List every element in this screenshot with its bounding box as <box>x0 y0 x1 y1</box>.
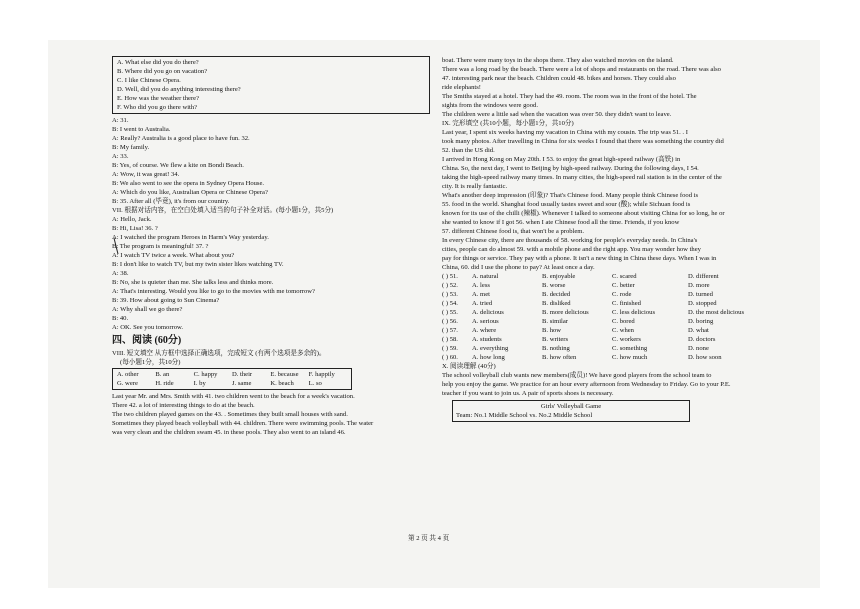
choice-c: C. scared <box>612 273 637 280</box>
dialogue-line: B: We also went to see the opera in Sydney Opera House. <box>112 180 265 187</box>
section-8-score: (每小题1分，共10分) <box>120 359 181 366</box>
choice-c: C. something <box>612 345 648 352</box>
choice-a: A. less <box>472 282 490 289</box>
choice-d: D. boring <box>688 318 714 325</box>
choice-b: B. nothing <box>542 345 570 352</box>
choice-c: C. how much <box>612 354 648 361</box>
word-option: H. ride <box>155 380 174 387</box>
passage-line: The children were a little sad when the vacation was over 50. they didn't want to leave. <box>442 111 672 118</box>
choice-c: C. better <box>612 282 635 289</box>
option-row <box>442 272 778 281</box>
dialogue-line: A: 31. <box>112 117 129 124</box>
passage-line: The two children played games on the 43. . Sometimes they built small houses with sand. <box>112 411 348 418</box>
option-row <box>442 281 778 290</box>
word-option: A. other <box>117 371 139 378</box>
choice-d: D. the most delicious <box>688 309 745 316</box>
word-option: D. their <box>231 371 253 378</box>
choice-d: D. more <box>688 282 710 289</box>
dialogue-line: A: Which do you like, Australian Opera or Chinese Opera? <box>112 189 268 196</box>
word-box-row <box>117 379 347 388</box>
dialogue-line: B: I don't like to watch TV, but my twin sister likes watching TV. <box>112 261 284 268</box>
passage-line: There 42. a lot of interesting things to do at the beach. <box>112 402 255 409</box>
choice-b: B. worse <box>542 282 566 289</box>
passage-line: sights from the windows were good. <box>442 102 538 109</box>
choice-d: D. how soon <box>688 354 722 361</box>
notice-title: Girls' Volleyball Game <box>540 403 602 410</box>
word-option: F. happily <box>308 371 335 378</box>
option-row <box>442 308 778 317</box>
dialogue-line: B: I went to Australia. <box>112 126 171 133</box>
choice-d: D. different <box>688 273 719 280</box>
option-row <box>442 335 778 344</box>
choice-c: C. when <box>612 327 634 334</box>
choice-a: A. students <box>472 336 502 343</box>
page-number: 第 2 页 共 4 页 <box>408 535 450 542</box>
cloze-line: China. So, the next day, I went to Beijing by high-speed railway. During the following days, I 54. <box>442 165 699 172</box>
dialogue-line: A: 33. <box>112 153 129 160</box>
choice-b: B. more delicious <box>542 309 589 316</box>
choice-b: B. how often <box>542 354 577 361</box>
reading-passage <box>442 371 778 398</box>
dialogue-line: B: Yes, of course. We flew a kite on Bondi Beach. <box>112 162 244 169</box>
section-7-title: VII. 根据对话内容，在空白处填入适当的句子补全对话。(每小题1分，共5分) <box>112 207 334 214</box>
passage-line: ride elephants! <box>442 84 481 91</box>
choice-b: B. enjoyable <box>542 273 576 280</box>
question-number: ( ) 58. <box>442 336 458 343</box>
cloze-line: known for its use of the chilli (辣椒). Whenever I talked to someone about visiting China for so long, he or <box>442 210 725 217</box>
dialogue-line: B: No, she is quieter than me. She talks less and thinks more. <box>112 279 274 286</box>
passage-line: was very clean and the children swam 45. in these pools. They also went to an island 46. <box>112 429 346 436</box>
question-number: ( ) 56. <box>442 318 458 325</box>
cloze-line: What's another deep impression (印象)? That's Chinese food. Many people think Chinese food is <box>442 192 699 199</box>
choice-a: A. how long <box>472 354 505 361</box>
option-d: D. Well, did you do anything interesting there? <box>117 86 241 93</box>
cloze-line: city. It is really fantastic. <box>442 183 508 190</box>
word-option: L. so <box>308 380 322 387</box>
dialogue-line: A: 38. <box>112 270 129 277</box>
dialogue-line: A: Hello, Jack. <box>112 216 152 223</box>
word-option: J. same <box>231 380 252 387</box>
dialogue-line: B: Hi, Lisa! 36. ? <box>112 225 158 232</box>
right-column <box>442 56 778 422</box>
choice-d: D. stopped <box>688 300 717 307</box>
choice-b: B. how <box>542 327 562 334</box>
volleyball-notice-box <box>452 400 690 422</box>
notice-teams: Team: No.1 Middle School vs. No.2 Middle School <box>456 412 593 419</box>
question-number: ( ) 55. <box>442 309 458 316</box>
dialogue-line: A: Wow, it was great! 34. <box>112 171 180 178</box>
choice-b: B. decided <box>542 291 571 298</box>
dialogue-line: A: Really? Australia is a good place to have fun. 32. <box>112 135 250 142</box>
dialogue-options-box <box>112 56 430 114</box>
cloze-passage <box>442 128 778 272</box>
section-9-title: IX. 完形填空 (共10小题，每小题1分，共10分) <box>442 120 574 127</box>
cloze-line: cities, people can do almost 59. with a mobile phone and the right app. You may wonder how they <box>442 246 701 253</box>
dialogue-line: A: That's interesting. Would you like to go to the movies with me tomorrow? <box>112 288 315 295</box>
word-option: E. because <box>270 371 299 378</box>
dialogue-line: B: 35. After all (毕竟), it's from our country. <box>112 198 230 205</box>
choice-a: A. natural <box>472 273 499 280</box>
option-row <box>442 290 778 299</box>
option-row <box>442 317 778 326</box>
word-option: B. an <box>155 371 170 378</box>
passage-line: 47. interesting park near the beach. Children could 48. bikes and horses. They could also <box>442 75 676 82</box>
cloze-line: took many photos. After travelling in China for six weeks I found that there was something the country did <box>442 138 724 145</box>
choice-d: D. what <box>688 327 709 334</box>
dialogue-line: A: OK. See you tomorrow. <box>112 324 183 331</box>
reading-line: The school volleyball club wants new members(成员)! We have good players from the school team to <box>442 372 712 379</box>
cloze-line: In every Chinese city, there are thousands of 58. working for people's everyday needs. In China's <box>442 237 698 244</box>
question-number: ( ) 53. <box>442 291 458 298</box>
cloze-options <box>442 272 778 362</box>
question-number: ( ) 60. <box>442 354 458 361</box>
choice-d: D. doctors <box>688 336 716 343</box>
choice-c: C. less delicious <box>612 309 656 316</box>
dialogue-line: A: Why shall we go there? <box>112 306 183 313</box>
choice-c: C. workers <box>612 336 641 343</box>
reading-line: teacher if you want to join us. A pair of sports shoes is necessary. <box>442 390 614 397</box>
question-number: ( ) 59. <box>442 345 458 352</box>
word-box-row <box>117 370 347 379</box>
option-f: F. Who did you go there with? <box>117 104 198 111</box>
section-10-title: X. 阅读理解 (40分) <box>442 363 496 370</box>
choice-d: D. none <box>688 345 709 352</box>
dialogue-line: B: The program is meaningful! 37. ? <box>112 243 209 250</box>
choice-c: C. rode <box>612 291 632 298</box>
question-number: ( ) 57. <box>442 327 458 334</box>
choice-a: A. serious <box>472 318 499 325</box>
cloze-line: 52. than the US did. <box>442 147 495 154</box>
cloze-line: Last year, I spent six weeks having my vacation in China with my cousin. The trip was 51. . I <box>442 129 688 136</box>
word-option: G. were <box>117 380 138 387</box>
section-8-title: VIII. 短文填空 从方框中选择正确选项，完成短文 (有两个选项是多余的)。 <box>112 350 326 357</box>
part-4-title: 四、阅读 (60分) <box>112 335 182 346</box>
dialogue-7 <box>112 215 430 332</box>
choice-a: A. where <box>472 327 497 334</box>
cloze-line: pay for things or service. They pay with a phone. It isn't a new thing in China these days. When I was in <box>442 255 717 262</box>
dialogue-line: B: 40. <box>112 315 129 322</box>
cloze-line: China, 60. did I use the phone to pay? At least once a day. <box>442 264 595 271</box>
word-option: K. beach <box>270 380 294 387</box>
passage-line: Last year Mr. and Mrs. Smith with 41. two children went to the beach for a week's vacation. <box>112 393 355 400</box>
option-e: E. How was the weather there? <box>117 95 200 102</box>
cloze-line: taking the high-speed railway many times. In many cities, the high-speed rail station is in the center of the <box>442 174 722 181</box>
left-column <box>112 56 430 437</box>
choice-a: A. tried <box>472 300 493 307</box>
choice-b: B. disliked <box>542 300 571 307</box>
passage-line: There was a long road by the beach. There were a lot of shops and restaurants on the road. There was also <box>442 66 721 73</box>
cloze-line: she wanted to know if I got 56. when I ate Chinese food all the time. Friends, if you know <box>442 219 680 226</box>
choice-d: D. turned <box>688 291 713 298</box>
question-number: ( ) 54. <box>442 300 458 307</box>
cloze-line: 57. different Chinese food is, that won't be a problem. <box>442 228 585 235</box>
dialogue-line: A: I watch TV twice a week. What about you? <box>112 252 235 259</box>
word-box <box>112 368 352 390</box>
choice-a: A. everything <box>472 345 509 352</box>
dialogue-line: B: My family. <box>112 144 150 151</box>
dialogue-line: A: I watched the program Heroes in Harm's Way yesterday. <box>112 234 269 241</box>
choice-a: A. delicious <box>472 309 504 316</box>
passage-line: boat. There were many toys in the shops there. They also watched movies on the island. <box>442 57 674 64</box>
dialogue-line: B: 39. How about going to Sun Cinema? <box>112 297 220 304</box>
option-row <box>442 344 778 353</box>
option-a: A. What else did you do there? <box>117 59 199 66</box>
passage-8-continued <box>442 56 778 119</box>
option-c: C. I like Chinese Opera. <box>117 77 181 84</box>
word-option: C. happy <box>193 371 218 378</box>
option-row <box>442 299 778 308</box>
choice-a: A. met <box>472 291 490 298</box>
passage-line: Sometimes they played beach volleyball with 44. children. There were swimming pools. The water <box>112 420 374 427</box>
question-number: ( ) 51. <box>442 273 458 280</box>
choice-c: C. bored <box>612 318 635 325</box>
cloze-line: 55. food in the world. Shanghai food usually tastes sweet and sour (酸); while Sichuan food is <box>442 201 691 208</box>
option-row <box>442 353 778 362</box>
question-number: ( ) 52. <box>442 282 458 289</box>
option-row <box>442 326 778 335</box>
choice-b: B. writers <box>542 336 569 343</box>
passage-8 <box>112 392 430 437</box>
choice-c: C. finished <box>612 300 641 307</box>
reading-line: help you enjoy the game. We practice for an hour every afternoon from Wednesday to Friday. Go to your P.E. <box>442 381 731 388</box>
word-option: I. by <box>193 380 206 387</box>
passage-line: The Smiths stayed at a hotel. They had the 49. room. The room was in the front of the hotel. The <box>442 93 697 100</box>
option-b: B. Where did you go on vacation? <box>117 68 208 75</box>
cloze-line: I arrived in Hong Kong on May 20th. I 53. to enjoy the great high-speed railway (高铁) in <box>442 156 681 163</box>
choice-b: B. similar <box>542 318 569 325</box>
dialogue-6 <box>112 116 430 206</box>
exam-page <box>48 40 820 588</box>
